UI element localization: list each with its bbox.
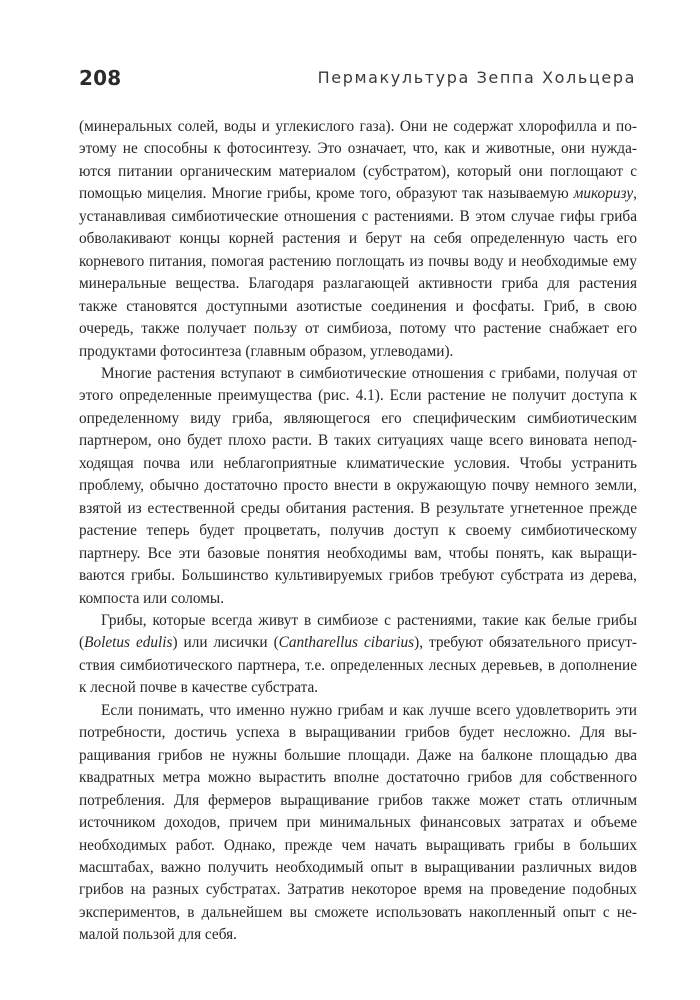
paragraph-1 xyxy=(79,116,637,363)
italic-term-mycorrhiza: микоризу xyxy=(573,185,634,203)
text-run: ) или лисички ( xyxy=(172,634,279,652)
body-text xyxy=(79,116,637,947)
text-run: Многие растения вступают в симбиотические отношения с грибами, получая от этого определенные преимущества (рис. 4.1). Если растение не получит доступа к определенному виду гриба, являющегося его специфическим симбиотическим партнером, оно будет плохо расти. В таких ситуациях чаще всего виновата неподходящая почва или неблагоприятные климатические условия. Чтобы устранить проблему, обычно достаточно просто внести в окружающую почву немного земли, взятой из естественной среды обитания растения. В результате угнетенное прежде растение теперь будет процветать, получив доступ к своему симбиотическому партнеру. Все эти базовые понятия необходимы вам, чтобы понять, как выращиваются грибы. Большинство культивируемых грибов требуют субстрата из дерева, компоста или соломы. xyxy=(79,364,637,607)
text-run: ), требуют обязательного присутствия симбиотического партнера, т.е. определенных лесных деревьев, в дополнение к лесной почве в качестве субстрата. xyxy=(79,634,637,697)
page-number: 208 xyxy=(79,66,122,90)
paragraph-4 xyxy=(79,700,637,947)
page-header xyxy=(79,64,636,96)
paragraph-2 xyxy=(79,363,637,610)
text-run: Грибы, которые всегда живут в симбиозе с растениями, такие как белые грибы ( xyxy=(79,611,637,652)
running-title: Пермакультура Зеппа Хольцера xyxy=(317,68,636,87)
italic-term-cantharellus-cibarius: Cantharellus cibarius xyxy=(278,634,415,652)
text-run: Если понимать, что именно нужно грибам и как лучше всего удовлетворить эти потребности, достичь успеха в выращивании грибов будет несложно. Для выращивания грибов не нужны большие площади. Даже на балконе площадью два квадратных метра можно вырастить вполне достаточно грибов для собственного потребления. Для фермеров выращивание грибов также может стать отличным источником доходов, причем при минимальных финансовых затратах и объеме необходимых работ. Однако, прежде чем начать выращивать грибы в больших масштабах, важно получить необходимый опыт в выращивании различных видов грибов на разных субстратах. Затратив некоторое время на проведение подобных экспериментов, в дальнейшем вы сможете использовать накопленный опыт с немалой пользой для себя. xyxy=(79,701,637,944)
text-run: (минеральных солей, воды и углекислого газа). Они не содержат хлорофилла и поэтому не способны к фотосинтезу. Это означает, что, как и животные, они нуждаются питании органическим материалом (субстратом), который они поглощают с помощью мицелия. Многие грибы, кроме того, образуют так называемую xyxy=(79,118,637,203)
paragraph-3 xyxy=(79,610,637,700)
italic-term-boletus-edulis: Boletus edulis xyxy=(84,634,173,652)
text-run: , устанавливая симбиотические отношения с растениями. В этом случае гифы гриба обволакивают концы корней растения и берут на себя определенную часть его корневого питания, помогая растению поглощать из почвы воду и необходимые ему минеральные вещества. Благодаря разлагающей активности гриба для растения также становятся доступными азотистые соединения и фосфаты. Гриб, в свою очередь, также получает пользу от симбиоза, потому что растение снабжает его продуктами фотосинтеза (главным образом, углеводами). xyxy=(79,185,637,360)
